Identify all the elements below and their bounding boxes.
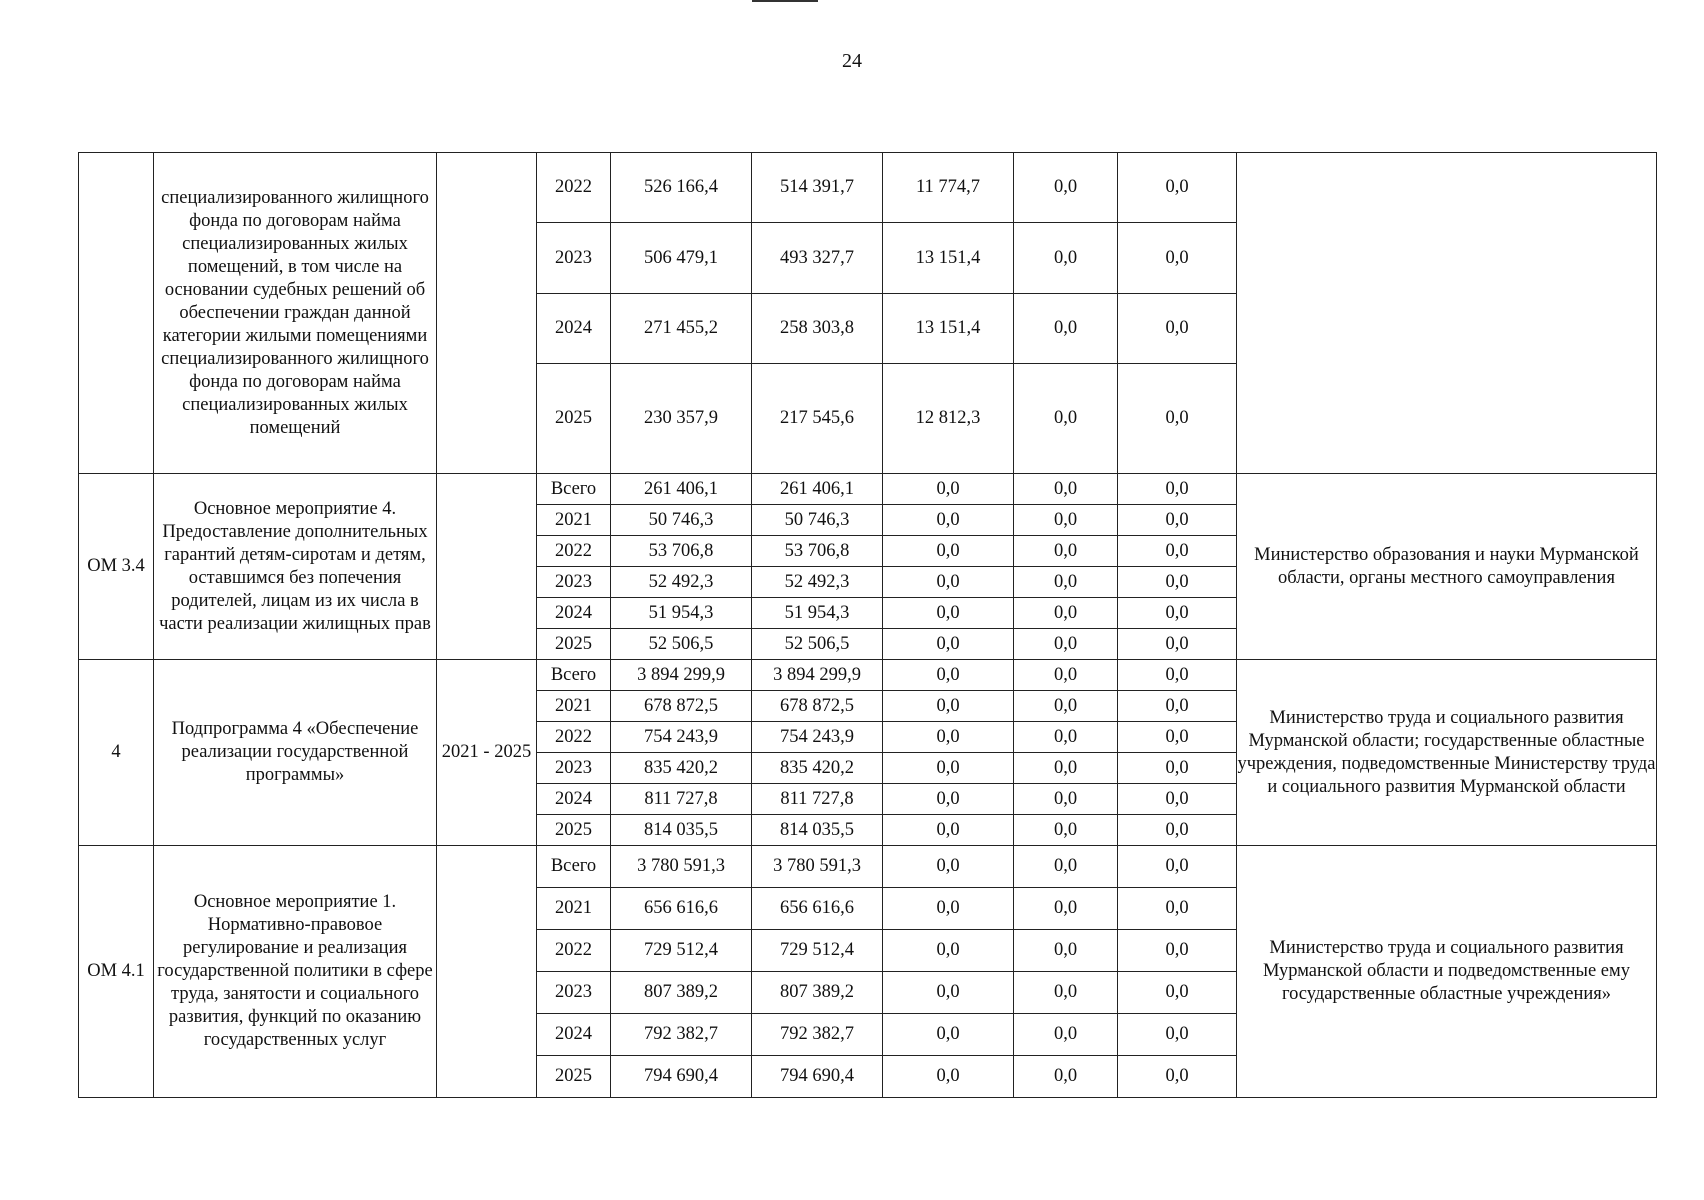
cell-local: 0,0 xyxy=(1014,505,1118,536)
cell-local: 0,0 xyxy=(1014,629,1118,660)
cell-federal: 0,0 xyxy=(883,598,1014,629)
cell-other: 0,0 xyxy=(1118,972,1237,1014)
cell-year: 2023 xyxy=(537,567,611,598)
cell-year: 2025 xyxy=(537,629,611,660)
cell-year: 2022 xyxy=(537,722,611,753)
cell-other: 0,0 xyxy=(1118,536,1237,567)
cell-local: 0,0 xyxy=(1014,722,1118,753)
cell-local: 0,0 xyxy=(1014,846,1118,888)
cell-year: 2022 xyxy=(537,153,611,223)
table-body xyxy=(79,153,1657,1098)
cell-regional: 3 894 299,9 xyxy=(752,660,883,691)
cell-federal: 0,0 xyxy=(883,536,1014,567)
cell-total: 835 420,2 xyxy=(611,753,752,784)
cell-federal: 0,0 xyxy=(883,691,1014,722)
cell-local: 0,0 xyxy=(1014,567,1118,598)
cell-local: 0,0 xyxy=(1014,1014,1118,1056)
cell-total: 678 872,5 xyxy=(611,691,752,722)
cell-federal: 0,0 xyxy=(883,888,1014,930)
cell-total: 729 512,4 xyxy=(611,930,752,972)
cell-year: 2021 xyxy=(537,888,611,930)
cell-total: 526 166,4 xyxy=(611,153,752,223)
cell-year: 2024 xyxy=(537,784,611,815)
cell-federal: 0,0 xyxy=(883,722,1014,753)
cell-total: 271 455,2 xyxy=(611,294,752,364)
cell-other: 0,0 xyxy=(1118,474,1237,505)
cell-local: 0,0 xyxy=(1014,972,1118,1014)
cell-year: Всего xyxy=(537,846,611,888)
cell-local: 0,0 xyxy=(1014,153,1118,223)
cell-other: 0,0 xyxy=(1118,930,1237,972)
section-period xyxy=(437,474,537,660)
cell-regional: 261 406,1 xyxy=(752,474,883,505)
cell-regional: 51 954,3 xyxy=(752,598,883,629)
cell-local: 0,0 xyxy=(1014,888,1118,930)
section-name: Основное мероприятие 1. Нормативно-правовое регулирование и реализация государственной политики в сфере труда, занятости и социального развития, функций по оказанию государственных услуг xyxy=(154,846,437,1098)
cell-year: 2023 xyxy=(537,223,611,294)
cell-regional: 814 035,5 xyxy=(752,815,883,846)
cell-other: 0,0 xyxy=(1118,153,1237,223)
cell-total: 52 492,3 xyxy=(611,567,752,598)
section-code xyxy=(79,153,154,474)
cell-total: 261 406,1 xyxy=(611,474,752,505)
cell-federal: 12 812,3 xyxy=(883,364,1014,474)
cell-federal: 11 774,7 xyxy=(883,153,1014,223)
cell-other: 0,0 xyxy=(1118,294,1237,364)
cell-local: 0,0 xyxy=(1014,1056,1118,1098)
cell-year: 2025 xyxy=(537,1056,611,1098)
cell-total: 50 746,3 xyxy=(611,505,752,536)
cell-federal: 0,0 xyxy=(883,930,1014,972)
cell-local: 0,0 xyxy=(1014,474,1118,505)
cell-federal: 0,0 xyxy=(883,1014,1014,1056)
cell-total: 51 954,3 xyxy=(611,598,752,629)
cell-year: 2024 xyxy=(537,598,611,629)
cell-regional: 835 420,2 xyxy=(752,753,883,784)
cell-federal: 0,0 xyxy=(883,972,1014,1014)
cell-total: 811 727,8 xyxy=(611,784,752,815)
cell-year: 2025 xyxy=(537,364,611,474)
cell-local: 0,0 xyxy=(1014,691,1118,722)
cell-regional: 514 391,7 xyxy=(752,153,883,223)
cell-year: 2025 xyxy=(537,815,611,846)
section-period: 2021 - 2025 xyxy=(437,660,537,846)
section-executor: Министерство образования и науки Мурманской области, органы местного самоуправления xyxy=(1237,474,1657,660)
cell-other: 0,0 xyxy=(1118,505,1237,536)
section-code: ОМ 4.1 xyxy=(79,846,154,1098)
cell-other: 0,0 xyxy=(1118,1014,1237,1056)
cell-federal: 13 151,4 xyxy=(883,294,1014,364)
scan-mark xyxy=(752,0,818,2)
cell-local: 0,0 xyxy=(1014,930,1118,972)
section-code: ОМ 3.4 xyxy=(79,474,154,660)
budget-table xyxy=(78,152,1657,1098)
cell-federal: 0,0 xyxy=(883,567,1014,598)
table-row xyxy=(79,153,1657,223)
section-period xyxy=(437,846,537,1098)
section-executor: Министерство труда и социального развития Мурманской области и подведомственные ему государственные областные учреждения» xyxy=(1237,846,1657,1098)
cell-federal: 0,0 xyxy=(883,1056,1014,1098)
cell-other: 0,0 xyxy=(1118,722,1237,753)
cell-total: 506 479,1 xyxy=(611,223,752,294)
cell-other: 0,0 xyxy=(1118,846,1237,888)
section-period xyxy=(437,153,537,474)
cell-year: 2023 xyxy=(537,972,611,1014)
cell-federal: 0,0 xyxy=(883,846,1014,888)
cell-total: 230 357,9 xyxy=(611,364,752,474)
section-name: Подпрограмма 4 «Обеспечение реализации государственной программы» xyxy=(154,660,437,846)
cell-federal: 0,0 xyxy=(883,753,1014,784)
table-row xyxy=(79,660,1657,691)
cell-local: 0,0 xyxy=(1014,660,1118,691)
cell-regional: 811 727,8 xyxy=(752,784,883,815)
cell-local: 0,0 xyxy=(1014,815,1118,846)
cell-total: 656 616,6 xyxy=(611,888,752,930)
cell-regional: 3 780 591,3 xyxy=(752,846,883,888)
cell-total: 792 382,7 xyxy=(611,1014,752,1056)
cell-other: 0,0 xyxy=(1118,888,1237,930)
section-name: Основное мероприятие 4. Предоставление дополнительных гарантий детям-сиротам и детям, оставшимся без попечения родителей, лицам из их числа в части реализации жилищных прав xyxy=(154,474,437,660)
cell-other: 0,0 xyxy=(1118,364,1237,474)
cell-local: 0,0 xyxy=(1014,753,1118,784)
cell-local: 0,0 xyxy=(1014,598,1118,629)
cell-total: 807 389,2 xyxy=(611,972,752,1014)
cell-year: 2022 xyxy=(537,536,611,567)
cell-year: Всего xyxy=(537,474,611,505)
cell-regional: 754 243,9 xyxy=(752,722,883,753)
cell-regional: 217 545,6 xyxy=(752,364,883,474)
cell-total: 52 506,5 xyxy=(611,629,752,660)
cell-other: 0,0 xyxy=(1118,753,1237,784)
cell-year: Всего xyxy=(537,660,611,691)
cell-total: 754 243,9 xyxy=(611,722,752,753)
cell-regional: 656 616,6 xyxy=(752,888,883,930)
cell-year: 2024 xyxy=(537,1014,611,1056)
cell-year: 2023 xyxy=(537,753,611,784)
cell-local: 0,0 xyxy=(1014,294,1118,364)
cell-regional: 53 706,8 xyxy=(752,536,883,567)
cell-other: 0,0 xyxy=(1118,815,1237,846)
table-row xyxy=(79,846,1657,888)
cell-total: 53 706,8 xyxy=(611,536,752,567)
cell-local: 0,0 xyxy=(1014,536,1118,567)
section-code: 4 xyxy=(79,660,154,846)
cell-federal: 0,0 xyxy=(883,474,1014,505)
cell-regional: 794 690,4 xyxy=(752,1056,883,1098)
cell-local: 0,0 xyxy=(1014,784,1118,815)
table-row xyxy=(79,474,1657,505)
cell-total: 814 035,5 xyxy=(611,815,752,846)
cell-regional: 50 746,3 xyxy=(752,505,883,536)
cell-year: 2024 xyxy=(537,294,611,364)
cell-regional: 52 492,3 xyxy=(752,567,883,598)
cell-total: 3 780 591,3 xyxy=(611,846,752,888)
cell-regional: 493 327,7 xyxy=(752,223,883,294)
cell-federal: 13 151,4 xyxy=(883,223,1014,294)
cell-year: 2021 xyxy=(537,505,611,536)
cell-other: 0,0 xyxy=(1118,598,1237,629)
cell-regional: 729 512,4 xyxy=(752,930,883,972)
cell-regional: 678 872,5 xyxy=(752,691,883,722)
section-executor xyxy=(1237,153,1657,474)
cell-federal: 0,0 xyxy=(883,505,1014,536)
cell-year: 2022 xyxy=(537,930,611,972)
cell-regional: 807 389,2 xyxy=(752,972,883,1014)
cell-other: 0,0 xyxy=(1118,567,1237,598)
cell-total: 794 690,4 xyxy=(611,1056,752,1098)
cell-other: 0,0 xyxy=(1118,784,1237,815)
cell-other: 0,0 xyxy=(1118,223,1237,294)
cell-regional: 258 303,8 xyxy=(752,294,883,364)
cell-local: 0,0 xyxy=(1014,364,1118,474)
cell-other: 0,0 xyxy=(1118,629,1237,660)
section-executor: Министерство труда и социального развития Мурманской области; государственные областные учреждения, подведомственные Министерству труда и социального развития Мурманской области xyxy=(1237,660,1657,846)
section-name: специализированного жилищного фонда по договорам найма специализированных жилых помещений, в том числе на основании судебных решений об обеспечении граждан данной категории жилыми помещениями специализированного жилищного фонда по договорам найма специализированных жилых помещений xyxy=(154,153,437,474)
cell-federal: 0,0 xyxy=(883,815,1014,846)
cell-federal: 0,0 xyxy=(883,784,1014,815)
page-number: 24 xyxy=(842,50,862,72)
cell-other: 0,0 xyxy=(1118,660,1237,691)
cell-other: 0,0 xyxy=(1118,691,1237,722)
cell-regional: 52 506,5 xyxy=(752,629,883,660)
cell-regional: 792 382,7 xyxy=(752,1014,883,1056)
cell-local: 0,0 xyxy=(1014,223,1118,294)
cell-federal: 0,0 xyxy=(883,660,1014,691)
cell-total: 3 894 299,9 xyxy=(611,660,752,691)
cell-other: 0,0 xyxy=(1118,1056,1237,1098)
cell-federal: 0,0 xyxy=(883,629,1014,660)
cell-year: 2021 xyxy=(537,691,611,722)
